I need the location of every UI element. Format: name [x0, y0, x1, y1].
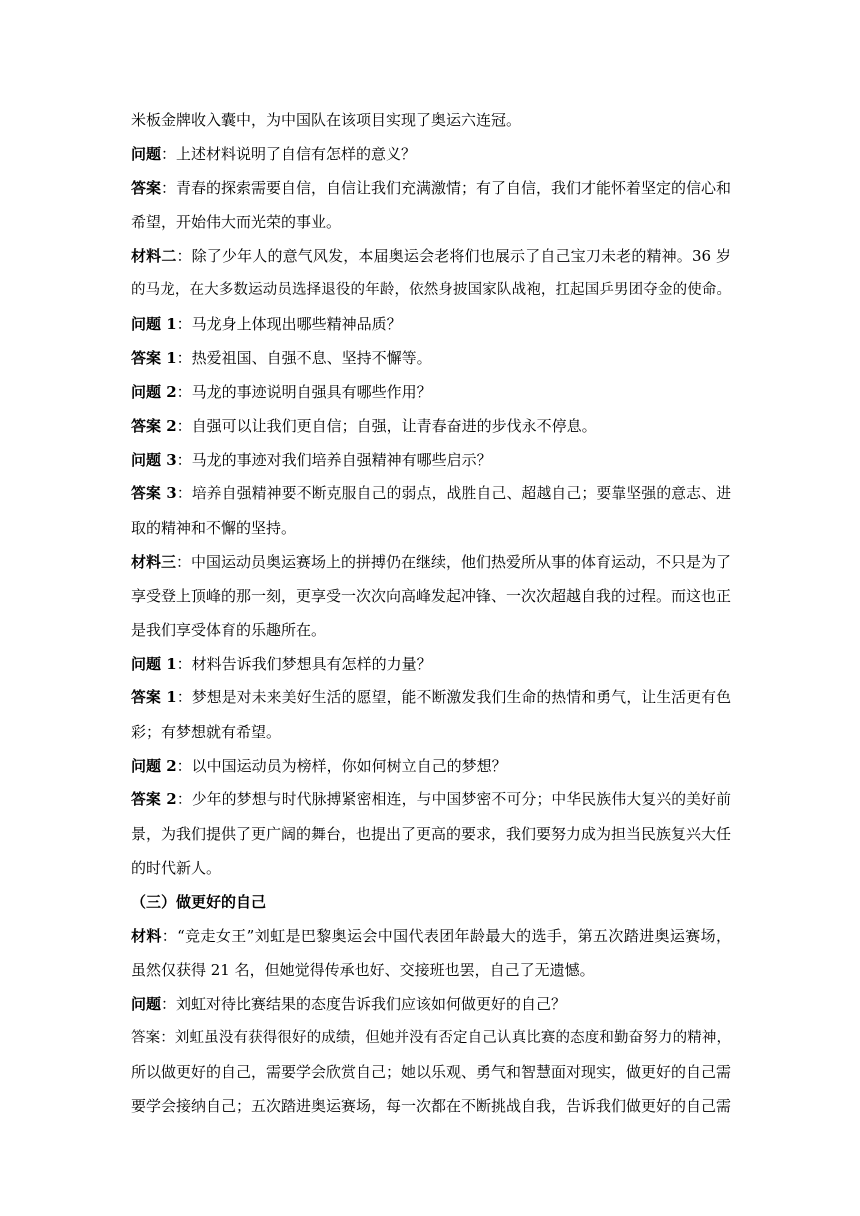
answer-line-cont: 希望，开始伟大而光荣的事业。 [131, 213, 342, 231]
answer-line [131, 790, 731, 810]
material-line-cont: 享受登上顶峰的那一刻，更享受一次次向高峰发起冲锋、一次次超越自我的过程。而这也正 [131, 587, 732, 605]
question-line [131, 144, 731, 164]
answer-label: 答案 3 [131, 485, 177, 502]
answer-text: ：梦想是对未来美好生活的愿望，能不断激发我们生命的热情和勇气，让生活更有色 [176, 689, 732, 706]
material-text: ：中国运动员奥运赛场上的拼搏仍在继续，他们热爱所从事的体育运动，不只是为了 [176, 553, 732, 571]
answer-label: 答案 2 [131, 791, 177, 808]
question-line [131, 450, 731, 470]
answer-line [131, 688, 731, 708]
answer-text: ：热爱祖国、自强不息、坚持不懈等。 [176, 349, 432, 367]
question-text: ：以中国运动员为榜样，你如何树立自己的梦想？ [176, 757, 507, 775]
answer-line-cont: 的时代新人。 [131, 859, 222, 877]
answer-text: ：培养自强精神要不断克服自己的弱点，战胜自己、超越自己；要靠坚强的意志、进 [176, 485, 732, 502]
answer-line [131, 178, 731, 198]
answer-line: 答案：刘虹虽没有获得很好的成绩，但她并没有否定自己认真比赛的态度和勤奋努力的精神， [131, 1030, 731, 1046]
material-line [131, 552, 731, 572]
answer-line [131, 484, 731, 504]
answer-line [131, 348, 731, 368]
question-text: ：刘虹对待比赛结果的态度告诉我们应该如何做更好的自己？ [161, 995, 567, 1013]
question-text: ：马龙的事迹说明自强具有哪些作用？ [176, 383, 432, 401]
question-label: 问题 [131, 145, 162, 163]
question-line [131, 994, 731, 1014]
section-heading: （三）做更好的自己 [131, 893, 267, 911]
answer-label: 答案 1 [131, 349, 177, 367]
answer-text: ：青春的探索需要自信，自信让我们充满激情；有了自信，我们才能怀着坚定的信心和 [161, 179, 732, 197]
question-text: ：马龙的事迹对我们培养自强精神有哪些启示？ [176, 451, 492, 469]
answer-line [131, 416, 731, 436]
material-text: ：“竞走女王”刘虹是巴黎奥运会中国代表团年龄最大的选手，第五次踏进奥运赛场， [161, 927, 731, 945]
material-line [131, 926, 731, 946]
answer-text: ：少年的梦想与时代脉搏紧密相连，与中国梦密不可分；中华民族伟大复兴的美好前 [176, 791, 732, 808]
question-label: 问题 1 [131, 655, 177, 673]
material-line-cont: 是我们享受体育的乐趣所在。 [131, 621, 327, 639]
material-label: 材料 [131, 927, 162, 945]
question-line [131, 756, 731, 776]
question-line [131, 314, 731, 334]
answer-line-cont: 所以做更好的自己，需要学会欣赏自己；她以乐观、勇气和智慧面对现实，做更好的自己需 [131, 1063, 732, 1081]
question-label: 问题 3 [131, 451, 177, 469]
material-label: 材料二 [131, 247, 177, 265]
question-label: 问题 2 [131, 757, 177, 775]
answer-line-cont: 景，为我们提供了更广阔的舞台，也提出了更高的要求，我们要努力成为担当民族复兴大任 [131, 825, 732, 843]
question-text: ：上述材料说明了自信有怎样的意义？ [161, 145, 417, 163]
material-text: ：除了少年人的意气风发，本届奥运会老将们也展示了自己宝刀未老的精神。36 岁 [176, 247, 731, 265]
question-line [131, 382, 731, 402]
answer-line-cont: 彩；有梦想就有希望。 [131, 723, 282, 741]
question-label: 问题 [131, 995, 162, 1013]
answer-label: 答案 1 [131, 689, 177, 706]
question-text: ：马龙身上体现出哪些精神品质？ [176, 315, 402, 333]
question-label: 问题 1 [131, 315, 177, 333]
material-line-cont: 的马龙，在大多数运动员选择退役的年龄，依然身披国家队战袍，扛起国乒男团夺金的使命。 [131, 282, 731, 298]
answer-line-cont: 要学会接纳自己；五次踏进奥运赛场，每一次都在不断挑战自我，告诉我们做更好的自己需 [131, 1097, 732, 1115]
question-text: ：材料告诉我们梦想具有怎样的力量？ [176, 655, 432, 673]
material-label: 材料三 [131, 553, 177, 571]
answer-label: 答案 2 [131, 417, 177, 435]
answer-label: 答案 [131, 179, 162, 197]
question-label: 问题 2 [131, 383, 177, 401]
paragraph-line: 米板金牌收入囊中，为中国队在该项目实现了奥运六连冠。 [131, 111, 522, 129]
material-line [131, 246, 731, 266]
question-line [131, 654, 731, 674]
answer-line-cont: 取的精神和不懈的坚持。 [131, 519, 297, 537]
material-line-cont: 虽然仅获得 21 名，但她觉得传承也好、交接班也罢，自己了无遗憾。 [131, 961, 595, 979]
answer-text: ：自强可以让我们更自信；自强，让青春奋进的步伐永不停息。 [176, 417, 597, 435]
